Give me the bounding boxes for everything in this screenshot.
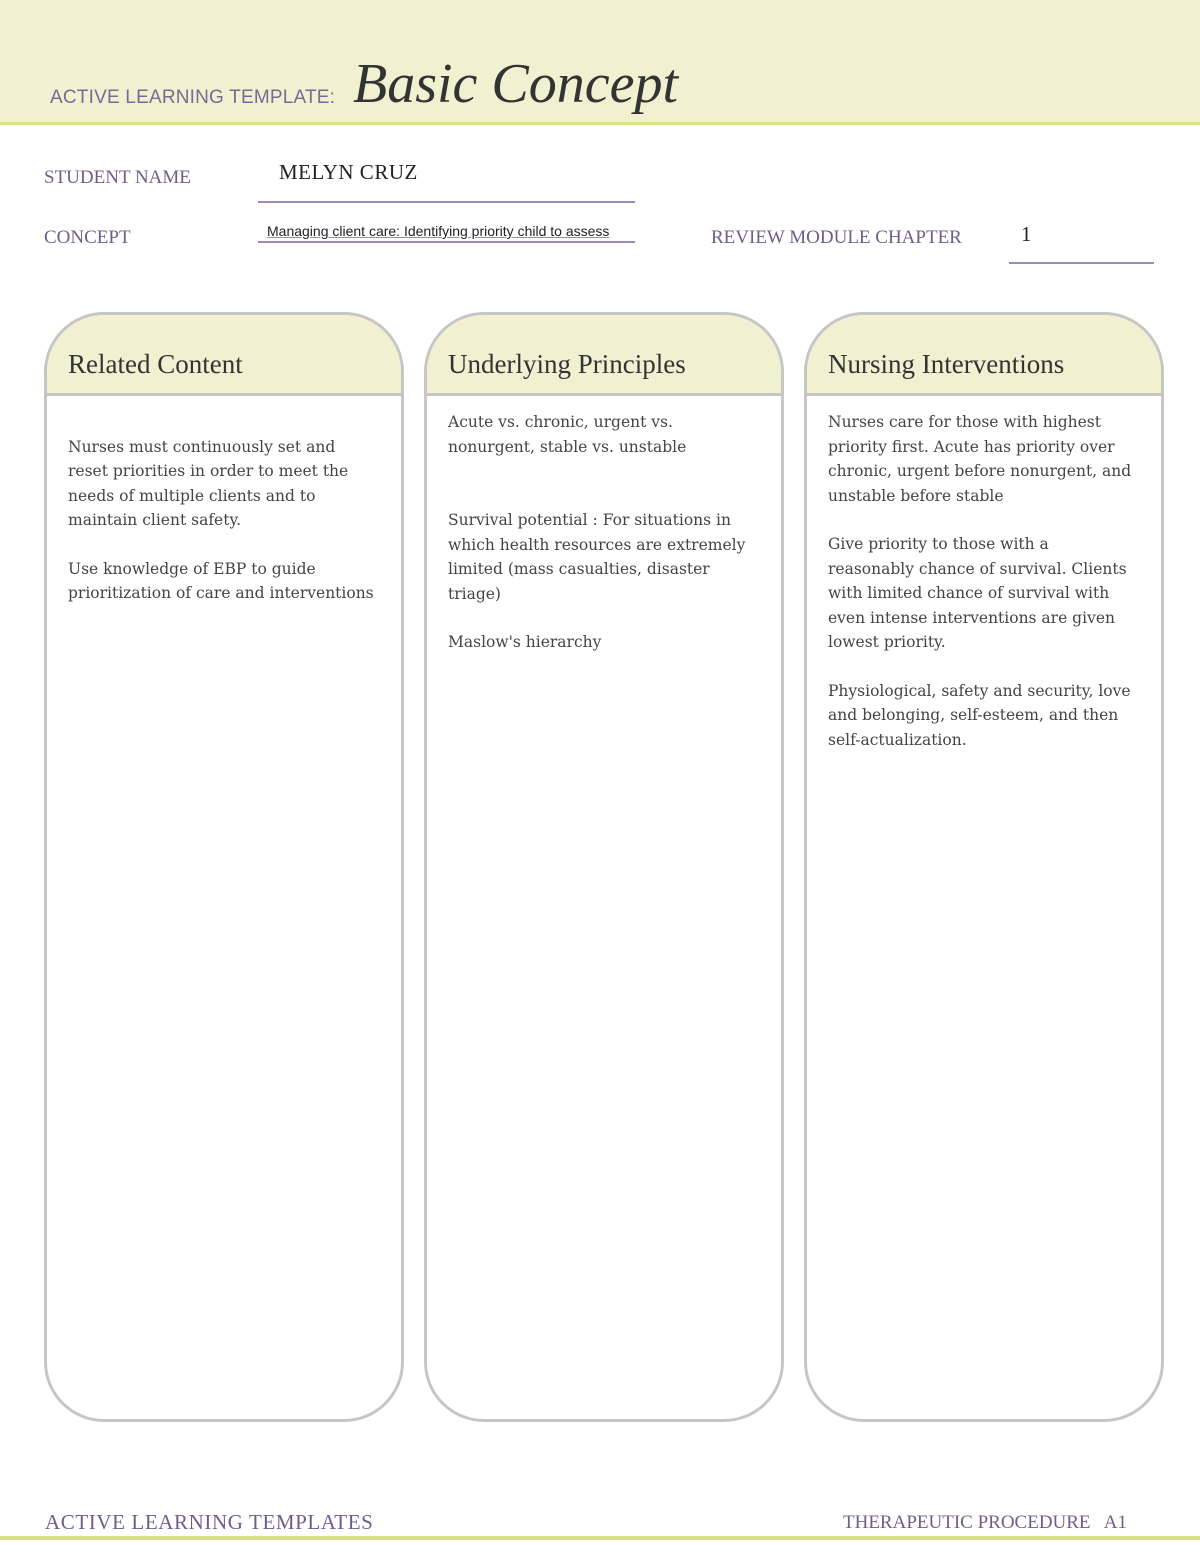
template-prefix: ACTIVE LEARNING TEMPLATE:: [50, 87, 336, 108]
concept-label: CONCEPT: [44, 227, 131, 248]
panel-paragraph: Physiological, safety and security, love and belonging, self-esteem, and then self-actualization.: [828, 681, 1131, 749]
student-name-underline: [258, 201, 635, 203]
panel-paragraph: Nurses care for those with highest priority first. Acute has priority over chronic, urgent before nonurgent, and unstable before stable: [828, 413, 1132, 505]
template-title: Basic Concept: [353, 53, 679, 115]
footer-left-text: ACTIVE LEARNING TEMPLATES: [45, 1510, 374, 1534]
student-name-value[interactable]: MELYN CRUZ: [279, 160, 418, 184]
panel-title: Nursing Interventions: [807, 315, 1161, 396]
footer-accent-bar: [0, 1536, 1200, 1540]
concept-underline: [258, 241, 635, 243]
panel-related-content: [44, 312, 404, 1422]
review-module-underline: [1009, 262, 1154, 264]
panel-title: Related Content: [47, 315, 401, 396]
panel-paragraph: Give priority to those with a reasonably chance of survival. Clients with limited chance of survival with even intense interventions are given lowest priority.: [828, 535, 1127, 651]
panel-body[interactable]: [427, 396, 781, 655]
header-banner: [0, 0, 1200, 125]
footer-right-text: THERAPEUTIC PROCEDURE A1: [843, 1512, 1127, 1533]
panel-nursing-interventions: [804, 312, 1164, 1422]
panel-body[interactable]: [807, 396, 1161, 752]
panel-title: Underlying Principles: [427, 315, 781, 396]
concept-value[interactable]: Managing client care: Identifying priority child to assess: [267, 223, 610, 239]
review-module-value[interactable]: 1: [1021, 222, 1032, 246]
panel-paragraph: Nurses must continuously set and reset priorities in order to meet the needs of multiple clients and to maintain client safety.: [68, 437, 349, 529]
panel-paragraph: Acute vs. chronic, urgent vs. nonurgent, stable vs. unstable: [448, 413, 687, 456]
panel-paragraph: Use knowledge of EBP to guide prioritization of care and interventions: [68, 559, 374, 602]
student-name-label: STUDENT NAME: [44, 167, 191, 188]
panel-underlying-principles: [424, 312, 784, 1422]
panel-paragraph: Survival potential : For situations in which health resources are extremely limited (mass casualties, disaster triage): [448, 511, 746, 603]
panel-body[interactable]: [47, 396, 401, 606]
review-module-label: REVIEW MODULE CHAPTER: [711, 227, 962, 248]
panel-paragraph: Maslow's hierarchy: [448, 633, 602, 651]
